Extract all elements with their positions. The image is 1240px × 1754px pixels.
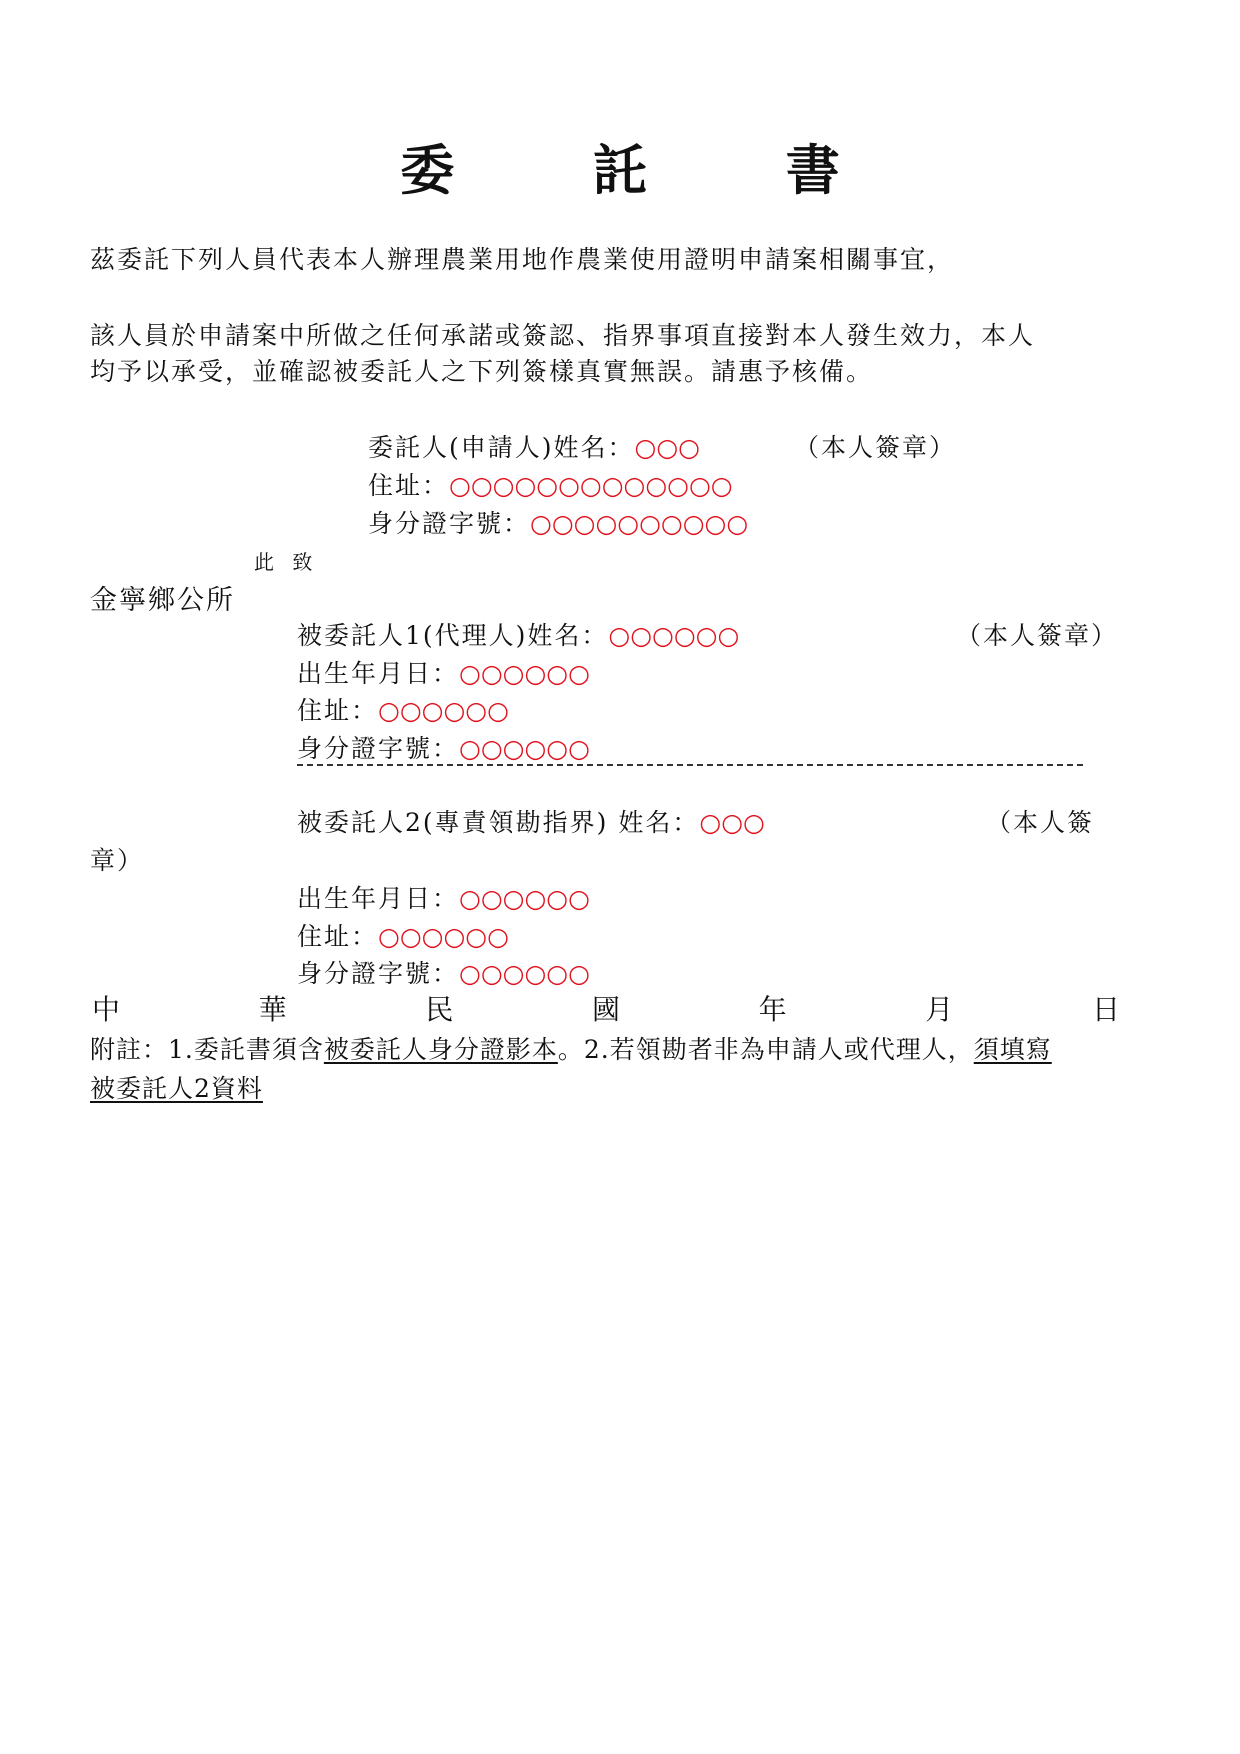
intro-line-3: 均予以承受，並確認被委託人之下列簽樣真實無誤。請惠予核備。 <box>90 357 874 386</box>
note-prefix: 附註：1.委託書須含 <box>90 1035 324 1064</box>
note-underlined-1: 被委託人身分證影本 <box>323 1035 558 1064</box>
date-char: 日 <box>1091 993 1120 1026</box>
agent2-address-label: 住址： <box>297 922 379 951</box>
principal-address-row <box>368 466 733 502</box>
agent2-address-row <box>297 917 509 953</box>
agent2-id-row <box>297 954 590 990</box>
agent2-sign-label-part1: （本人簽 <box>986 808 1095 837</box>
principal-name-value: ○○○ <box>634 433 700 462</box>
principal-address-value: ○○○○○○○○○○○○○ <box>449 471 733 500</box>
agent2-name-value: ○○○ <box>699 808 765 837</box>
date-char: 民 <box>425 993 454 1026</box>
agent1-name-value: ○○○○○○ <box>608 621 740 650</box>
agent1-dob-label: 出生年月日： <box>297 659 460 688</box>
agent1-address-label: 住址： <box>297 696 379 725</box>
date-char: 中 <box>92 993 121 1026</box>
agent1-id-row <box>297 729 590 765</box>
agent2-sign-label-part2: 章） <box>90 846 145 875</box>
note-line-1 <box>90 1030 1052 1066</box>
intro-line-2: 該人員於申請案中所做之任何承諾或簽認、指界事項直接對本人發生效力，本人 <box>90 321 1036 350</box>
agent2-address-value: ○○○○○○ <box>378 922 509 951</box>
date-row <box>92 988 1120 1028</box>
principal-id-label: 身分證字號： <box>368 509 531 538</box>
intro-line-1: 茲委託下列人員代表本人辦理農業用地作農業使用證明申請案相關事宜， <box>90 245 955 274</box>
principal-id-value: ○○○○○○○○○○ <box>530 509 749 538</box>
agent1-dob-value: ○○○○○○ <box>459 659 590 688</box>
recipient-office: 金寧鄉公所 <box>90 585 235 616</box>
agent2-id-label: 身分證字號： <box>297 959 460 988</box>
agent1-dob-row <box>297 654 590 690</box>
date-char: 國 <box>591 993 620 1026</box>
principal-name-row <box>368 428 700 464</box>
principal-sign-label: （本人簽章） <box>794 433 957 462</box>
document-title: 委 託 書 <box>400 138 900 202</box>
note-underlined-2: 須填寫 <box>973 1035 1052 1064</box>
agent1-address-row <box>297 691 509 727</box>
agent1-sign-label: （本人簽章） <box>956 621 1119 650</box>
date-char: 華 <box>258 993 287 1026</box>
agent2-dob-label: 出生年月日： <box>297 884 460 913</box>
agent2-dob-row <box>297 879 590 915</box>
agent2-dob-value: ○○○○○○ <box>459 884 590 913</box>
principal-name-label: 委託人(申請人)姓名： <box>368 433 635 462</box>
note-line-2 <box>90 1069 263 1105</box>
note-middle: 。2.若領勘者非為申請人或代理人， <box>557 1035 974 1064</box>
agent2-name-label: 被委託人2(專責領勘指界) 姓名： <box>297 808 700 837</box>
note-underlined-3: 被委託人2資料 <box>90 1074 263 1103</box>
agent2-id-value: ○○○○○○ <box>459 959 590 988</box>
principal-id-row <box>368 504 748 540</box>
agent1-address-value: ○○○○○○ <box>378 696 509 725</box>
agent1-id-label: 身分證字號： <box>297 734 460 763</box>
agent1-id-value: ○○○○○○ <box>459 734 590 763</box>
agent2-name-row <box>297 803 765 839</box>
salutation: 此 致 <box>254 550 319 574</box>
agent1-name-label: 被委託人1(代理人)姓名： <box>297 621 609 650</box>
agent1-name-row <box>297 616 739 652</box>
date-char: 年 <box>758 993 787 1026</box>
principal-address-label: 住址： <box>368 471 450 500</box>
section-divider <box>297 764 1083 766</box>
date-char: 月 <box>925 993 954 1026</box>
